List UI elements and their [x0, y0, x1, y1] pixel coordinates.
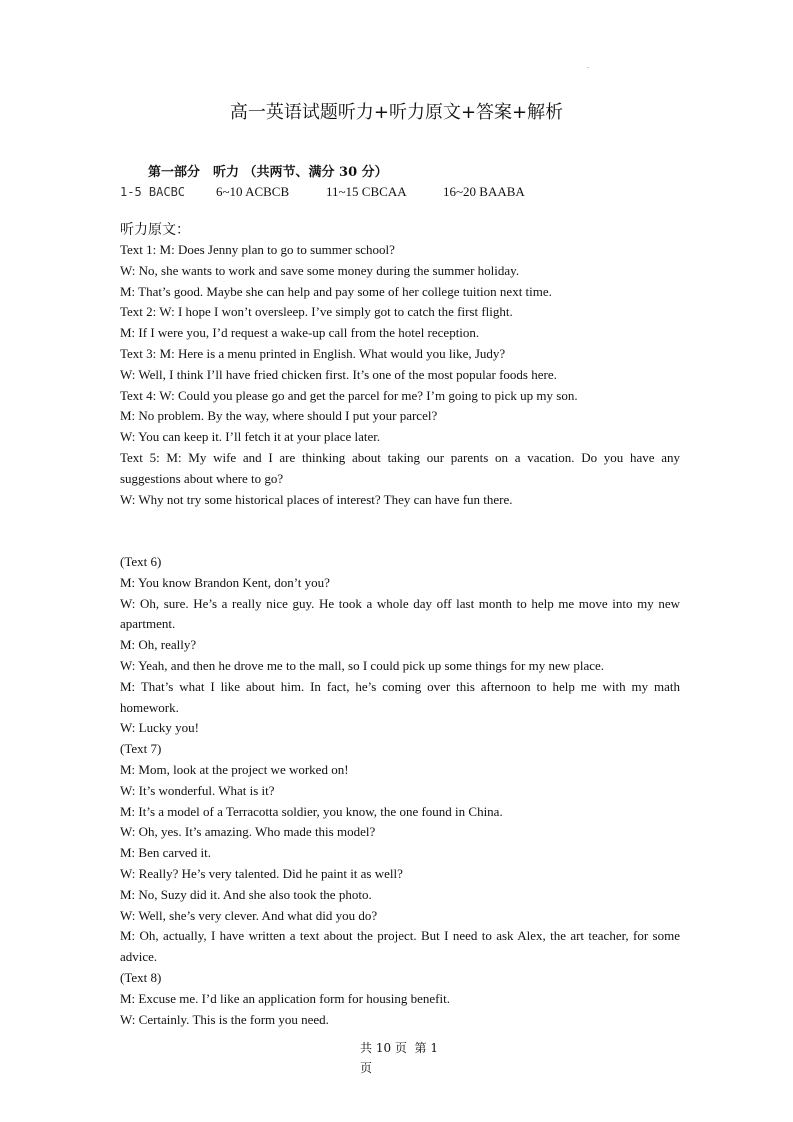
answer-group-6-10: 6~10 ACBCB	[216, 184, 290, 199]
transcript-line: apartment.	[120, 616, 176, 632]
transcript-line: W: Certainly. This is the form you need.	[120, 1011, 329, 1027]
transcript-line: M: If I were you, I’d request a wake-up call from the hotel reception.	[120, 325, 480, 341]
page-footer	[360, 1038, 438, 1078]
page-number-line-2: 页	[360, 1061, 373, 1075]
transcript-line: W: You can keep it. I’ll fetch it at your place later.	[120, 429, 381, 445]
transcript-line: M: No, Suzy did it. And she also took the photo.	[120, 886, 372, 902]
transcript-line: (Text 6)	[120, 554, 162, 569]
transcript-line: M: Excuse me. I’d like an application form for housing benefit.	[120, 990, 450, 1006]
transcript-line: W: Lucky you!	[120, 720, 199, 736]
transcript-line: W: Well, she’s very clever. And what did you do?	[120, 907, 378, 923]
transcript-line: M: It’s a model of a Terracotta soldier, you know, the one found in China.	[120, 803, 503, 819]
transcript-line: M: Ben carved it.	[120, 845, 211, 861]
transcript-line: M: That’s what I like about him. In fact, he’s coming over this afternoon to help me with my math	[120, 678, 680, 694]
transcript-line: M: Mom, look at the project we worked on!	[120, 761, 349, 777]
section-heading: 第一部分 听力 （共两节、满分 30 分）	[148, 165, 388, 180]
transcript-line: W: No, she wants to work and save some money during the summer holiday.	[120, 262, 520, 278]
transcript-line: (Text 7)	[120, 741, 162, 757]
transcript-line: W: Really? He’s very talented. Did he paint it as well?	[120, 865, 403, 881]
transcript-line: suggestions about where to go?	[120, 470, 284, 486]
transcript-line: Text 1: M: Does Jenny plan to go to summer school?	[120, 242, 395, 257]
transcript-line: W: Why not try some historical places of interest? They can have fun there.	[120, 491, 513, 507]
transcript-line: Text 3: M: Here is a menu printed in English. What would you like, Judy?	[120, 345, 506, 361]
page-number-line-1: 共 10 页 第 1	[360, 1041, 438, 1055]
transcript-line: W: Well, I think I’ll have fried chicken first. It’s one of the most popular foods here.	[120, 366, 557, 382]
transcript-line: W: Oh, yes. It’s amazing. Who made this model?	[120, 824, 376, 840]
corner-mark: .	[587, 61, 589, 70]
transcript-line: Text 5: M: My wife and I are thinking about taking our parents on a vacation. Do you have any	[120, 449, 680, 465]
transcript-line: W: Yeah, and then he drove me to the mall, so I could pick up some things for my new place.	[120, 657, 605, 673]
transcript-line: Text 2: W: I hope I won’t oversleep. I’ve simply got to catch the first flight.	[120, 304, 513, 320]
transcript-line: homework.	[120, 699, 179, 715]
answer-group-16-20: 16~20 BAABA	[443, 184, 525, 199]
transcript-line: advice.	[120, 949, 158, 965]
transcript-line: M: No problem. By the way, where should I put your parcel?	[120, 408, 438, 424]
answer-group-11-15: 11~15 CBCAA	[326, 184, 407, 199]
document-title: 高一英语试题听力+听力原文+答案+解析	[229, 102, 564, 123]
transcript-line: (Text 8)	[120, 969, 162, 985]
transcript-heading: 听力原文：	[120, 222, 190, 238]
transcript-line: M: You know Brandon Kent, don’t you?	[120, 574, 330, 590]
answer-group-1-5: 1-5 BACBC	[120, 185, 186, 199]
transcript-line: W: Oh, sure. He’s a really nice guy. He took a whole day off last month to help me move into my new	[120, 595, 680, 611]
transcript-line: M: Oh, actually, I have written a text about the project. But I need to ask Alex, the art teacher, for some	[120, 928, 680, 944]
transcript-block-1	[120, 240, 680, 510]
transcript-line: M: That’s good. Maybe she can help and pay some of her college tuition next time.	[120, 283, 552, 299]
transcript-line: M: Oh, really?	[120, 637, 197, 653]
transcript-block-2	[120, 552, 680, 1030]
transcript-line: W: It’s wonderful. What is it?	[120, 782, 275, 798]
transcript-line: Text 4: W: Could you please go and get the parcel for me? I’m going to pick up my son.	[120, 387, 578, 403]
